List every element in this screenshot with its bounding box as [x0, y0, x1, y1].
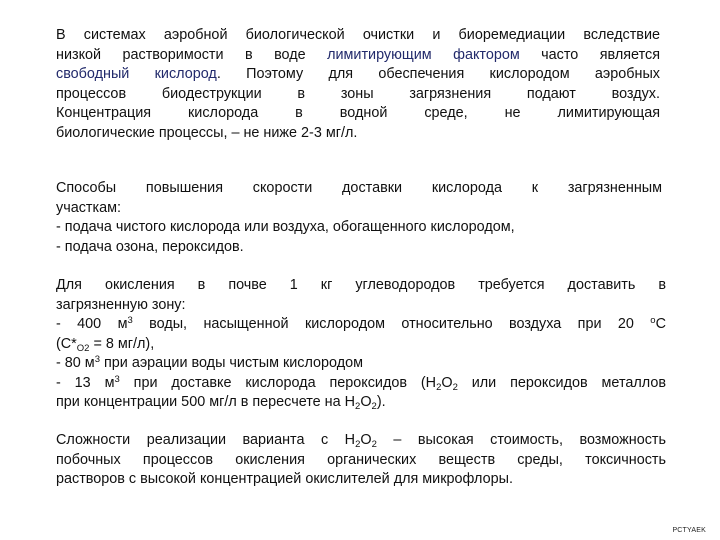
list-item: - 13 $м^3$ при доставке кислорода пероксидов ($Н_2О_2$ или пероксидов металлов	[56, 373, 666, 393]
text-line: свободный кислород. Поэтому для обеспечения кислородом аэробных	[56, 66, 661, 82]
text-line: загрязненную зону:	[56, 296, 186, 313]
paragraph-oxygen-limiting-factor	[56, 26, 660, 143]
highlight-limiting-factor: лимитирующим фактором	[327, 46, 520, 63]
text-line: ($С*_{О2} = 8$ мг/л),	[56, 335, 155, 354]
text-line: растворов с высокой концентрацией окислителей для микрофлоры.	[56, 471, 513, 487]
list-item: - 80 $м^3$ при аэрации воды чистым кислородом	[56, 354, 364, 371]
text-line: В системах аэробной биологической очистки и биоремедиации вследствие	[56, 27, 660, 43]
text-line: участкам:	[56, 199, 121, 216]
text-line: процессов биодеструкции в зоны загрязнения подают воздух.	[56, 85, 660, 102]
text-line: Концентрация кислорода в водной среде, не лимитирующая	[56, 105, 660, 121]
text-line: Способы повышения скорости доставки кислорода к загрязненным	[56, 180, 662, 196]
list-item: - подача озона, пероксидов.	[56, 238, 244, 255]
paragraph-hydrocarbon-oxidation	[56, 276, 666, 413]
text-line: Для окисления в почве 1 кг углеводородов требуется доставить в	[56, 277, 666, 293]
text-line: Сложности реализации варианта с $Н_2О_2$ – высокая стоимость, возможность	[56, 432, 666, 450]
list-item: - подача чистого кислорода или воздуха, обогащенного кислородом,	[56, 219, 515, 235]
text-line: биологические процессы, – не ниже 2-3 мг/л.	[56, 124, 358, 141]
list-item: - 400 $м^3$ воды, насыщенной кислородом относительно воздуха при 20 $^о$С	[56, 315, 666, 332]
text-line: низкой растворимости в воде лимитирующим фактором часто является	[56, 46, 660, 63]
text-line: при концентрации 500 мг/л в пересчете на $Н_2О_2$).	[56, 394, 386, 412]
highlight-free-oxygen: свободный кислород	[56, 66, 217, 82]
paragraph-h2o2-difficulties	[56, 431, 666, 490]
footer-watermark: PCTYAEK	[672, 527, 706, 534]
paragraph-delivery-methods	[56, 179, 662, 257]
text-line: побочных процессов окисления органических веществ среды, токсичность	[56, 451, 666, 468]
